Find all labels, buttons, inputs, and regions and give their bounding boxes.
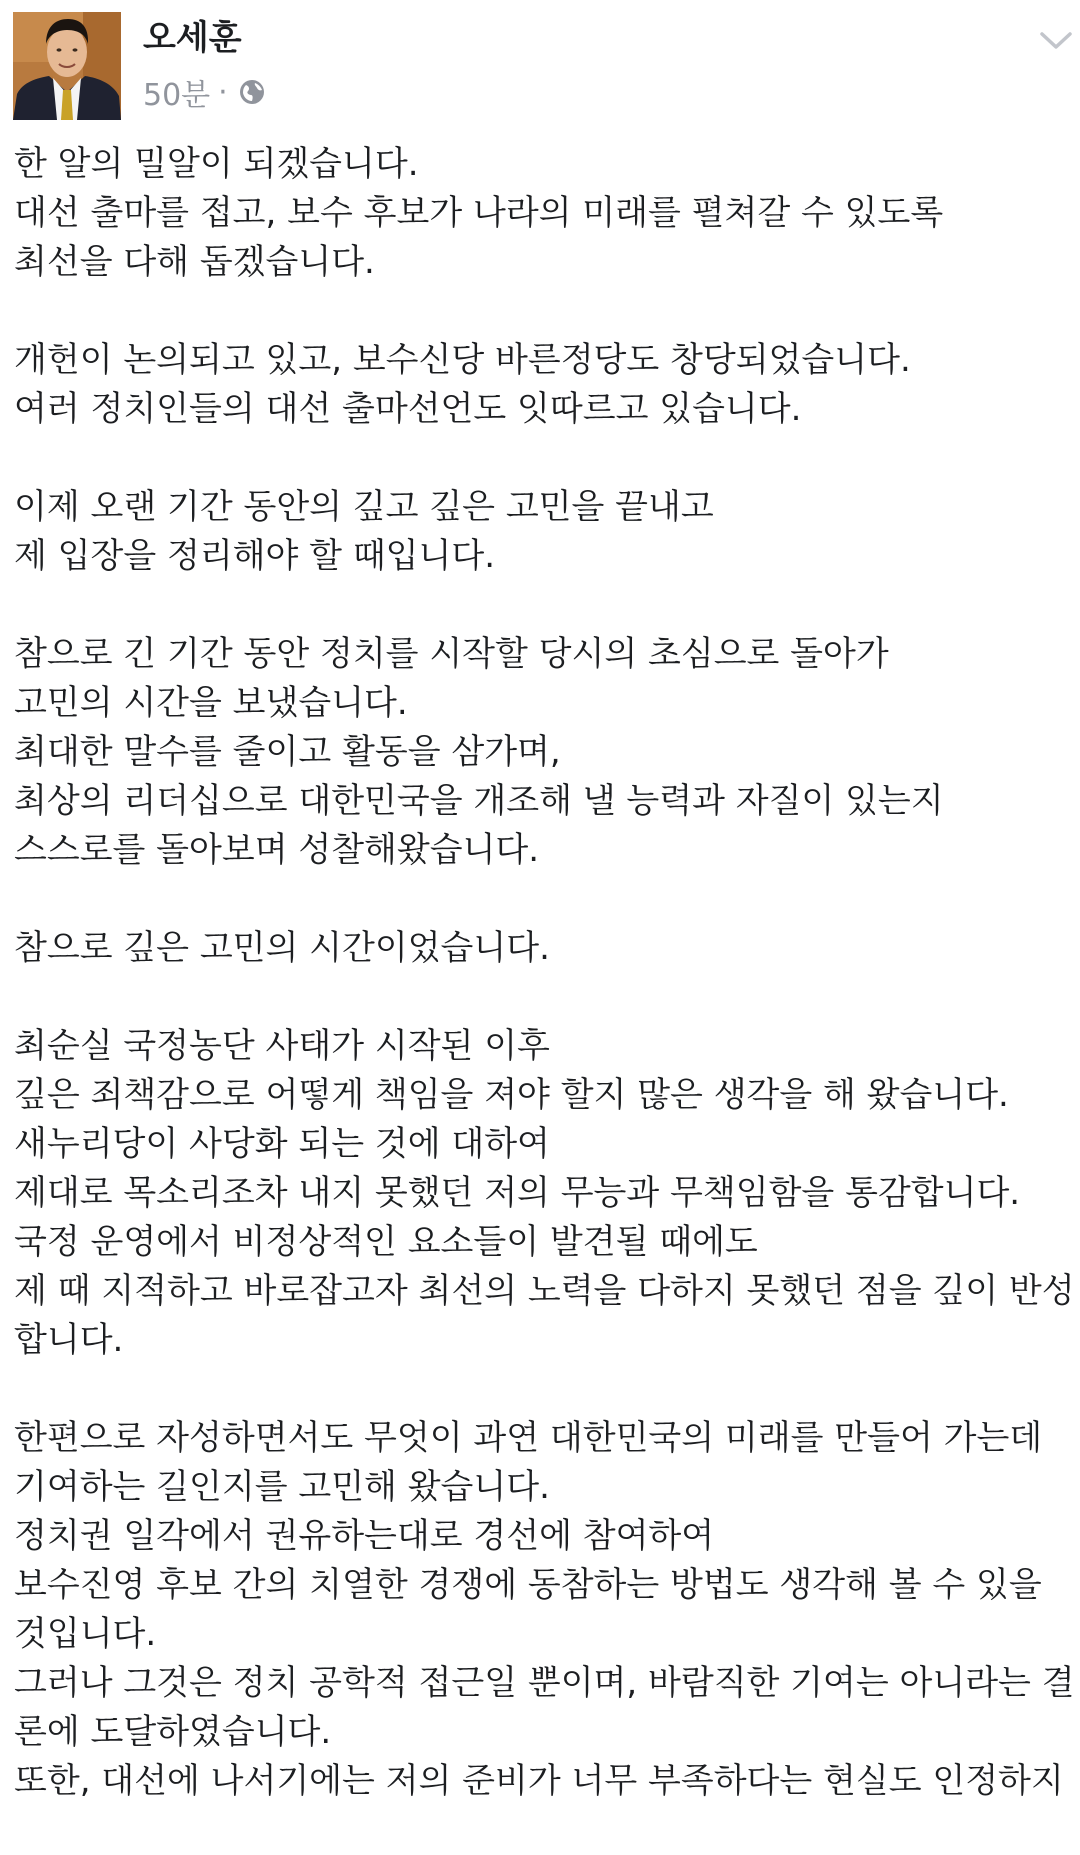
post-header <box>0 0 1080 128</box>
post-meta <box>143 72 266 112</box>
post-text-line: 한편으로 자성하면서도 무엇이 과연 대한민국의 미래를 만들어 가는데 <box>14 1418 1043 1458</box>
post-text-line: 기여하는 길인지를 고민해 왔습니다. <box>14 1467 550 1507</box>
post-text-line: 그러나 그것은 정치 공학적 접근일 뿐이며, 바람직한 기여는 아니라는 결 <box>14 1663 1075 1703</box>
post-text-line: 새누리당이 사당화 되는 것에 대하여 <box>14 1124 550 1164</box>
chevron-down-icon[interactable] <box>1038 26 1074 54</box>
post-text-line: 제 입장을 정리해야 할 때입니다. <box>14 536 496 576</box>
post-text-line: 고민의 시간을 보냈습니다. <box>14 683 408 723</box>
post-text-line: 개헌이 논의되고 있고, 보수신당 바른정당도 창당되었습니다. <box>14 340 911 380</box>
meta-separator: · <box>218 74 228 110</box>
post-text-line: 최대한 말수를 줄이고 활동을 삼가며, <box>14 732 561 772</box>
post-text-line: 보수진영 후보 간의 치열한 경쟁에 동참하는 방법도 생각해 볼 수 있을 <box>14 1565 1042 1605</box>
post-body <box>14 140 1074 1855</box>
post-paragraph <box>14 1022 1074 1365</box>
post-text-line: 한 알의 밀알이 되겠습니다. <box>14 144 419 184</box>
post-paragraph <box>14 1414 1074 1806</box>
post-text-line: 깊은 죄책감으로 어떻게 책임을 져야 할지 많은 생각을 해 왔습니다. <box>14 1075 1009 1115</box>
post-text-line: 국정 운영에서 비정상적인 요소들이 발견될 때에도 <box>14 1222 758 1262</box>
post-text-line: 스스로를 돌아보며 성찰해왔습니다. <box>14 830 540 870</box>
post-text-line: 대선 출마를 접고, 보수 후보가 나라의 미래를 펼쳐갈 수 있도록 <box>14 193 944 233</box>
avatar[interactable] <box>13 12 121 120</box>
post-text-line: 또한, 대선에 나서기에는 저의 준비가 너무 부족하다는 현실도 인정하지 <box>14 1761 1064 1801</box>
post-text-line: 정치권 일각에서 권유하는대로 경선에 참여하여 <box>14 1516 715 1556</box>
globe-icon <box>238 78 266 106</box>
post-text-line: 참으로 깊은 고민의 시간이었습니다. <box>14 928 550 968</box>
post-text-line: 최상의 리더십으로 대한민국을 개조해 낼 능력과 자질이 있는지 <box>14 781 944 821</box>
post-paragraph <box>14 336 1074 434</box>
post-paragraph <box>14 924 1074 973</box>
post-text-line: 제 때 지적하고 바로잡고자 최선의 노력을 다하지 못했던 점을 깊이 반성 <box>14 1271 1075 1311</box>
post-text-line: 것입니다. <box>14 1614 157 1654</box>
post-text-line: 제대로 목소리조차 내지 못했던 저의 무능과 무책임함을 통감합니다. <box>14 1173 1021 1213</box>
author-name[interactable]: 오세훈 <box>143 18 242 58</box>
post-paragraph <box>14 483 1074 581</box>
post-text-line: 론에 도달하였습니다. <box>14 1712 332 1752</box>
post-text-line: 최선을 다해 돕겠습니다. <box>14 242 375 282</box>
post-text-line: 여러 정치인들의 대선 출마선언도 잇따르고 있습니다. <box>14 389 802 429</box>
timestamp[interactable]: 50분 <box>143 78 211 113</box>
post-text-line: 합니다. <box>14 1320 124 1360</box>
post-paragraph <box>14 140 1074 287</box>
post-text-line: 참으로 긴 기간 동안 정치를 시작할 당시의 초심으로 돌아가 <box>14 634 889 674</box>
post-text-line: 이제 오랜 기간 동안의 깊고 깊은 고민을 끝내고 <box>14 487 714 527</box>
post-text-line: 최순실 국정농단 사태가 시작된 이후 <box>14 1026 550 1066</box>
post-paragraph <box>14 630 1074 875</box>
